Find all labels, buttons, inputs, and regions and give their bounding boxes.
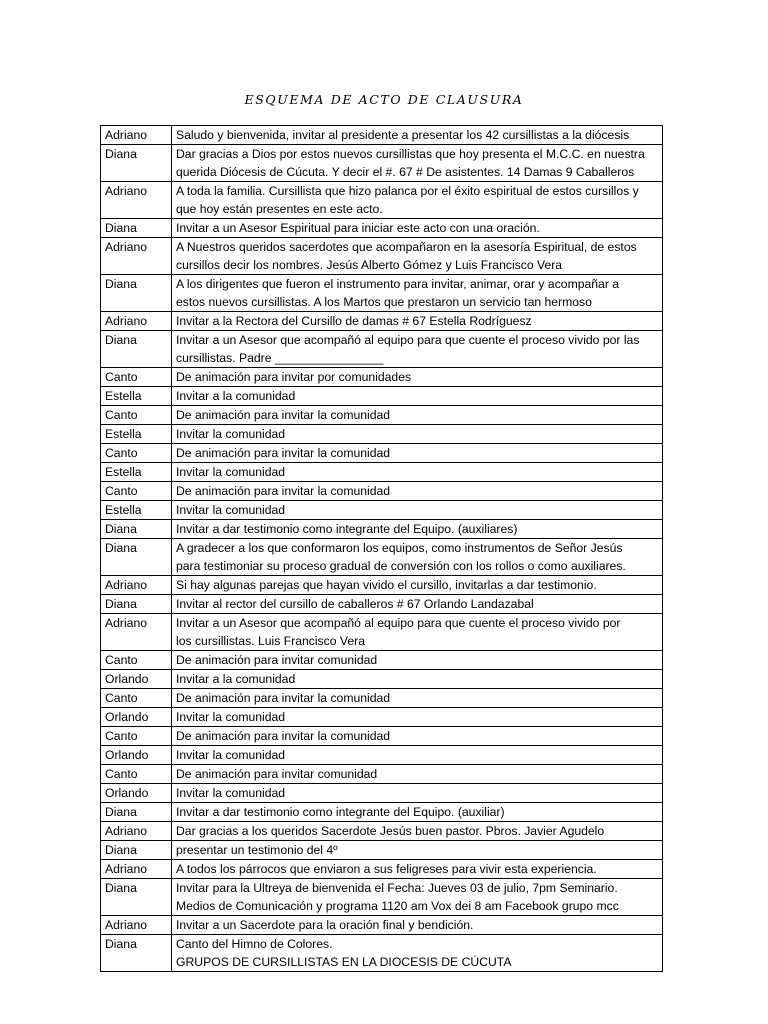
table-row (101, 406, 663, 425)
table-row (101, 539, 663, 576)
table-row (101, 916, 663, 935)
table-row (101, 182, 663, 219)
activity-line: De animación para invitar la comunidad (176, 484, 391, 498)
speaker-cell: Estella (101, 463, 172, 482)
table-row (101, 126, 663, 145)
activity-line: que hoy están presentes en este acto. (176, 202, 383, 216)
activity-cell (172, 145, 663, 182)
table-row (101, 482, 663, 501)
activity-line: Canto del Himno de Colores. (176, 937, 333, 951)
activity-cell (172, 238, 663, 275)
activity-line: Invitar al rector del cursillo de caballeros # 67 Orlando Landazabal (176, 597, 534, 611)
activity-line: A toda la familia. Cursillista que hizo palanca por el éxito espiritual de estos cursillos y (176, 184, 639, 198)
table-row (101, 444, 663, 463)
activity-line: Invitar la comunidad (176, 427, 286, 441)
activity-line: GRUPOS DE CURSILLISTAS EN LA DIOCESIS DE CÚCUTA (176, 955, 512, 969)
activity-cell (172, 182, 663, 219)
table-row (101, 368, 663, 387)
speaker-cell: Canto (101, 689, 172, 708)
table-row (101, 935, 663, 972)
activity-line: querida Diócesis de Cúcuta. Y decir el #. 67 # De asistentes. 14 Damas 9 Caballeros (176, 165, 635, 179)
activity-line: Invitar a la comunidad (176, 389, 296, 403)
speaker-cell: Diana (101, 803, 172, 822)
activity-cell (172, 916, 663, 935)
speaker-cell: Orlando (101, 708, 172, 727)
table-row (101, 765, 663, 784)
activity-line: Invitar a dar testimonio como integrante del Equipo. (auxiliar) (176, 805, 505, 819)
activity-line: Invitar a un Asesor Espiritual para iniciar este acto con una oración. (176, 221, 540, 235)
speaker-cell: Adriano (101, 126, 172, 145)
speaker-cell: Canto (101, 406, 172, 425)
activity-line: Invitar a un Asesor que acompañó al equipo para que cuente el proceso vivido por las (176, 333, 640, 347)
activity-cell (172, 614, 663, 651)
table-row (101, 803, 663, 822)
activity-cell (172, 879, 663, 916)
activity-cell (172, 651, 663, 670)
table-row (101, 746, 663, 765)
activity-cell (172, 708, 663, 727)
schedule-body (101, 126, 663, 972)
table-row (101, 879, 663, 916)
speaker-cell: Canto (101, 444, 172, 463)
speaker-cell: Diana (101, 331, 172, 368)
speaker-cell: Orlando (101, 670, 172, 689)
activity-cell (172, 387, 663, 406)
table-row (101, 689, 663, 708)
speaker-cell: Adriano (101, 860, 172, 879)
activity-cell (172, 595, 663, 614)
table-row (101, 312, 663, 331)
speaker-cell: Adriano (101, 916, 172, 935)
activity-cell (172, 406, 663, 425)
speaker-cell: Estella (101, 501, 172, 520)
activity-line: Invitar la comunidad (176, 465, 286, 479)
speaker-cell: Estella (101, 425, 172, 444)
speaker-cell: Adriano (101, 182, 172, 219)
table-row (101, 501, 663, 520)
activity-line: cursillistas. Padre ________________ (176, 351, 384, 365)
activity-line: Dar gracias a los queridos Sacerdote Jesús buen pastor. Pbros. Javier Agudelo (176, 824, 605, 838)
table-row (101, 614, 663, 651)
speaker-cell: Adriano (101, 312, 172, 331)
table-row (101, 331, 663, 368)
table-row (101, 670, 663, 689)
activity-cell (172, 727, 663, 746)
activity-cell (172, 368, 663, 387)
activity-line: Invitar la comunidad (176, 503, 286, 517)
activity-cell (172, 520, 663, 539)
activity-cell (172, 312, 663, 331)
activity-cell (172, 425, 663, 444)
activity-line: Dar gracias a Dios por estos nuevos cursillistas que hoy presenta el M.C.C. en nuestra (176, 147, 645, 161)
table-row (101, 145, 663, 182)
table-row (101, 425, 663, 444)
activity-line: De animación para invitar la comunidad (176, 408, 391, 422)
table-row (101, 219, 663, 238)
activity-cell (172, 539, 663, 576)
activity-line: Invitar la comunidad (176, 786, 286, 800)
activity-line: Invitar la comunidad (176, 710, 286, 724)
activity-line: Invitar a dar testimonio como integrante del Equipo. (auxiliares) (176, 522, 518, 536)
activity-line: cursillos decir los nombres. Jesús Alberto Gómez y Luis Francisco Vera (176, 258, 563, 272)
speaker-cell: Diana (101, 219, 172, 238)
table-row (101, 651, 663, 670)
activity-cell (172, 126, 663, 145)
ceremony-schedule-table (100, 125, 663, 972)
speaker-cell: Diana (101, 879, 172, 916)
activity-cell (172, 784, 663, 803)
activity-cell (172, 331, 663, 368)
activity-cell (172, 803, 663, 822)
table-row (101, 595, 663, 614)
activity-line: A los dirigentes que fueron el instrumento para invitar, animar, orar y acompañar a (176, 277, 620, 291)
activity-cell (172, 501, 663, 520)
table-row (101, 463, 663, 482)
activity-cell (172, 444, 663, 463)
activity-cell (172, 463, 663, 482)
activity-cell (172, 576, 663, 595)
speaker-cell: Canto (101, 727, 172, 746)
activity-line: De animación para invitar comunidad (176, 653, 378, 667)
speaker-cell: Estella (101, 387, 172, 406)
speaker-cell: Canto (101, 482, 172, 501)
table-row (101, 822, 663, 841)
activity-line: Invitar a la comunidad (176, 672, 296, 686)
activity-cell (172, 841, 663, 860)
table-row (101, 784, 663, 803)
activity-line: De animación para invitar por comunidades (176, 370, 412, 384)
speaker-cell: Diana (101, 539, 172, 576)
table-row (101, 576, 663, 595)
activity-line: Invitar la comunidad (176, 748, 286, 762)
activity-cell (172, 482, 663, 501)
table-row (101, 275, 663, 312)
speaker-cell: Orlando (101, 784, 172, 803)
activity-cell (172, 689, 663, 708)
activity-line: A Nuestros queridos sacerdotes que acompañaron en la asesoría Espiritual, de estos (176, 240, 637, 254)
activity-line: presentar un testimonio del 4º (176, 843, 338, 857)
activity-line: estos nuevos cursillistas. A los Martos que prestaron un servicio tan hermoso (176, 295, 592, 309)
activity-cell (172, 822, 663, 841)
activity-line: De animación para invitar la comunidad (176, 729, 391, 743)
speaker-cell: Canto (101, 651, 172, 670)
activity-cell (172, 746, 663, 765)
speaker-cell: Diana (101, 275, 172, 312)
activity-line: para testimoniar su proceso gradual de conversión con los rollos o como auxiliares. (176, 559, 626, 573)
speaker-cell: Diana (101, 935, 172, 972)
activity-cell (172, 219, 663, 238)
speaker-cell: Canto (101, 368, 172, 387)
speaker-cell: Orlando (101, 746, 172, 765)
activity-line: A todos los párrocos que enviaron a sus feligreses para vivir esta experiencia. (176, 862, 597, 876)
activity-line: A gradecer a los que conformaron los equipos, como instrumentos de Señor Jesús (176, 541, 623, 555)
activity-cell (172, 670, 663, 689)
activity-cell (172, 860, 663, 879)
speaker-cell: Diana (101, 841, 172, 860)
activity-line: De animación para invitar la comunidad (176, 691, 391, 705)
activity-line: los cursillistas. Luis Francisco Vera (176, 634, 365, 648)
activity-line: De animación para invitar comunidad (176, 767, 378, 781)
document-title: ESQUEMA DE ACTO DE CLAUSURA (244, 92, 524, 107)
activity-line: Invitar a un Sacerdote para la oración final y bendición. (176, 918, 474, 932)
activity-line: Medios de Comunicación y programa 1120 am Vox dei 8 am Facebook grupo mcc (176, 899, 619, 913)
table-row (101, 238, 663, 275)
activity-line: Si hay algunas parejas que hayan vivido el cursillo, invitarlas a dar testimonio. (176, 578, 597, 592)
table-row (101, 841, 663, 860)
speaker-cell: Adriano (101, 576, 172, 595)
table-row (101, 727, 663, 746)
table-row (101, 708, 663, 727)
table-row (101, 387, 663, 406)
activity-line: De animación para invitar la comunidad (176, 446, 391, 460)
activity-line: Invitar para la Ultreya de bienvenida el Fecha: Jueves 03 de julio, 7pm Seminario. (176, 881, 618, 895)
speaker-cell: Adriano (101, 822, 172, 841)
speaker-cell: Canto (101, 765, 172, 784)
speaker-cell: Diana (101, 145, 172, 182)
table-row (101, 520, 663, 539)
speaker-cell: Diana (101, 595, 172, 614)
activity-line: Invitar a un Asesor que acompañó al equipo para que cuente el proceso vivido por (176, 616, 621, 630)
speaker-cell: Adriano (101, 238, 172, 275)
activity-cell (172, 935, 663, 972)
activity-line: Saludo y bienvenida, invitar al presidente a presentar los 42 cursillistas a la diócesis (176, 128, 630, 142)
table-row (101, 860, 663, 879)
activity-cell (172, 765, 663, 784)
activity-line: Invitar a la Rectora del Cursillo de damas # 67 Estella Rodríguesz (176, 314, 532, 328)
activity-cell (172, 275, 663, 312)
speaker-cell: Adriano (101, 614, 172, 651)
speaker-cell: Diana (101, 520, 172, 539)
